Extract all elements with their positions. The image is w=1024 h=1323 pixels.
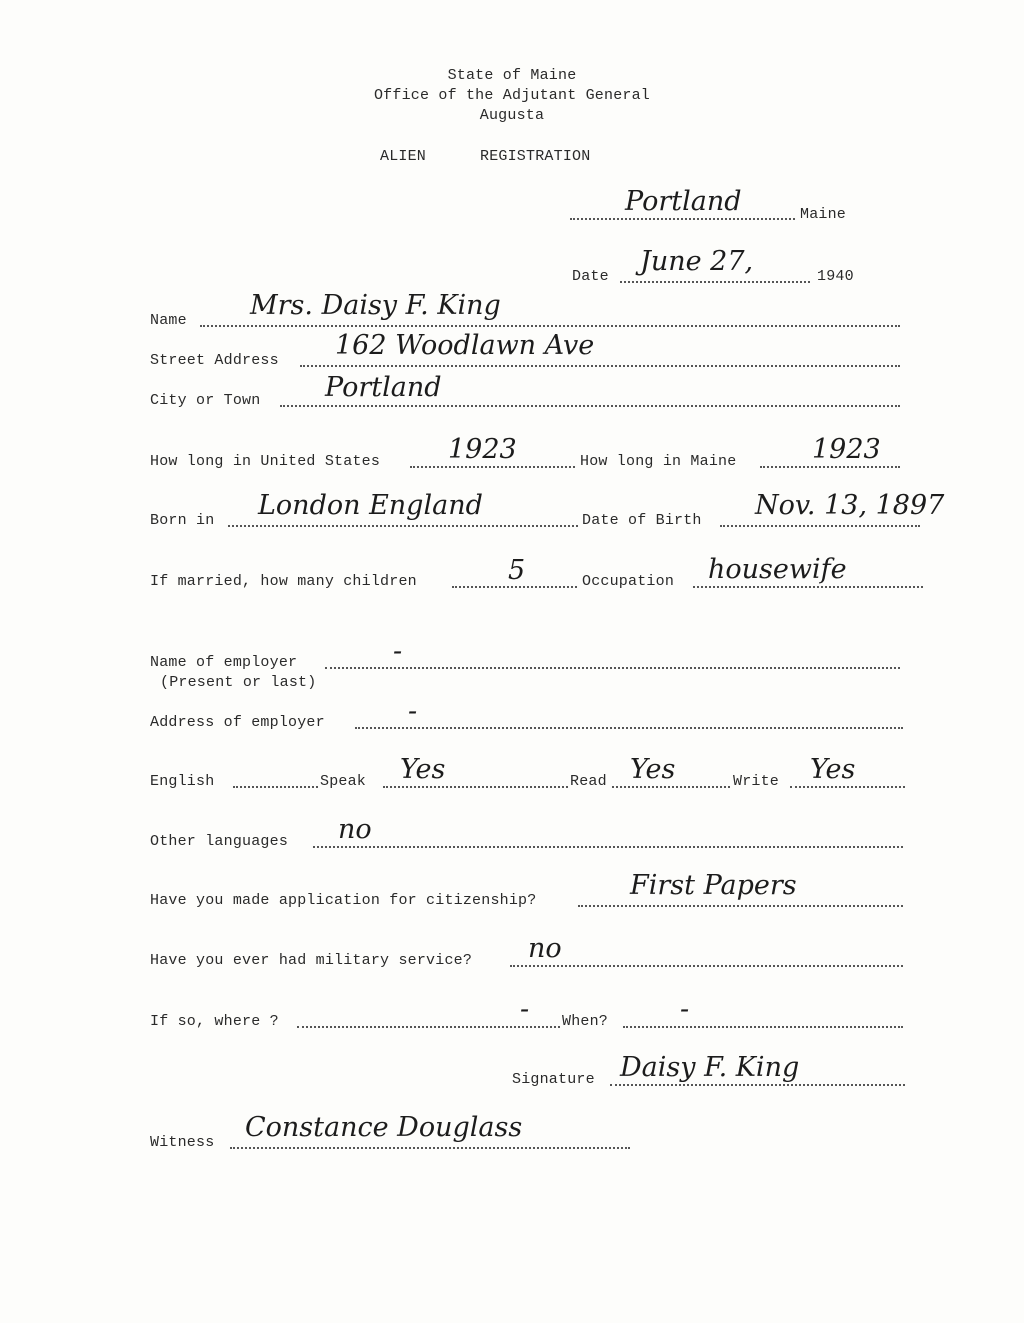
form-title-registration: REGISTRATION <box>480 148 591 165</box>
dob-label: Date of Birth <box>582 512 702 529</box>
military-label: Have you ever had military service? <box>150 952 473 969</box>
header-city: Augusta <box>479 107 545 124</box>
employer-value: - <box>393 636 403 667</box>
maine-label: Maine <box>800 206 847 223</box>
born-in-label: Born in <box>150 512 215 529</box>
street-dots <box>300 365 900 367</box>
employer-note: (Present or last) <box>160 674 317 691</box>
when-value: - <box>680 994 690 1025</box>
name-dots <box>200 325 900 327</box>
signature-label: Signature <box>512 1071 595 1088</box>
employer-address-label: Address of employer <box>150 714 325 731</box>
occupation-value: housewife <box>708 554 847 585</box>
signature-value: Daisy F. King <box>620 1052 800 1083</box>
military-dots <box>510 965 903 967</box>
speak-dots <box>383 786 568 788</box>
where-value: - <box>520 994 530 1025</box>
read-label: Read <box>570 773 607 790</box>
date-value: June 27, <box>640 246 754 277</box>
city-dots <box>280 405 900 407</box>
how-long-us-label: How long in United States <box>150 453 381 470</box>
english-label: English <box>150 773 215 790</box>
citizenship-label: Have you made application for citizenship? <box>150 892 537 909</box>
children-value: 5 <box>508 555 526 586</box>
place-dots <box>570 218 795 220</box>
dob-dots <box>720 525 920 527</box>
citizenship-value: First Papers <box>630 870 797 901</box>
year-label: 1940 <box>817 268 854 285</box>
write-value: Yes <box>810 754 856 785</box>
signature-dots <box>610 1084 905 1086</box>
when-label: When? <box>562 1013 609 1030</box>
name-value: Mrs. Daisy F. King <box>250 290 501 321</box>
witness-value: Constance Douglass <box>245 1112 523 1143</box>
employer-label: Name of employer <box>150 654 298 671</box>
how-long-us-value: 1923 <box>448 434 517 465</box>
english-dots <box>233 786 318 788</box>
born-in-dots <box>228 525 578 527</box>
read-value: Yes <box>630 754 676 785</box>
city-value: Portland <box>325 372 442 403</box>
military-value: no <box>528 933 562 964</box>
write-dots <box>790 786 905 788</box>
speak-label: Speak <box>320 773 367 790</box>
occupation-dots <box>693 586 923 588</box>
read-dots <box>612 786 730 788</box>
other-languages-value: no <box>338 814 372 845</box>
employer-address-dots <box>355 727 903 729</box>
name-label: Name <box>150 312 187 329</box>
city-label: City or Town <box>150 392 261 409</box>
how-long-maine-value: 1923 <box>812 434 881 465</box>
citizenship-dots <box>578 905 903 907</box>
date-label: Date <box>572 268 609 285</box>
how-long-maine-dots <box>760 466 900 468</box>
street-label: Street Address <box>150 352 279 369</box>
witness-label: Witness <box>150 1134 215 1151</box>
header-office: Office of the Adjutant General <box>373 87 651 104</box>
children-dots <box>452 586 577 588</box>
street-value: 162 Woodlawn Ave <box>335 330 595 361</box>
speak-value: Yes <box>400 754 446 785</box>
if-so-where-label: If so, where ? <box>150 1013 279 1030</box>
how-long-maine-label: How long in Maine <box>580 453 737 470</box>
children-label: If married, how many children <box>150 573 417 590</box>
other-languages-label: Other languages <box>150 833 289 850</box>
employer-dots <box>325 667 900 669</box>
place-value: Portland <box>625 186 742 217</box>
employer-address-value: - <box>408 696 418 727</box>
where-dots <box>297 1026 560 1028</box>
header-state: State of Maine <box>447 67 577 84</box>
date-dots <box>620 281 810 283</box>
how-long-us-dots <box>410 466 575 468</box>
other-languages-dots <box>313 846 903 848</box>
born-in-value: London England <box>258 490 483 521</box>
dob-value: Nov. 13, 1897 <box>755 490 945 521</box>
witness-dots <box>230 1147 630 1149</box>
when-dots <box>623 1026 903 1028</box>
occupation-label: Occupation <box>582 573 675 590</box>
write-label: Write <box>733 773 780 790</box>
form-title-alien: ALIEN <box>380 148 427 165</box>
